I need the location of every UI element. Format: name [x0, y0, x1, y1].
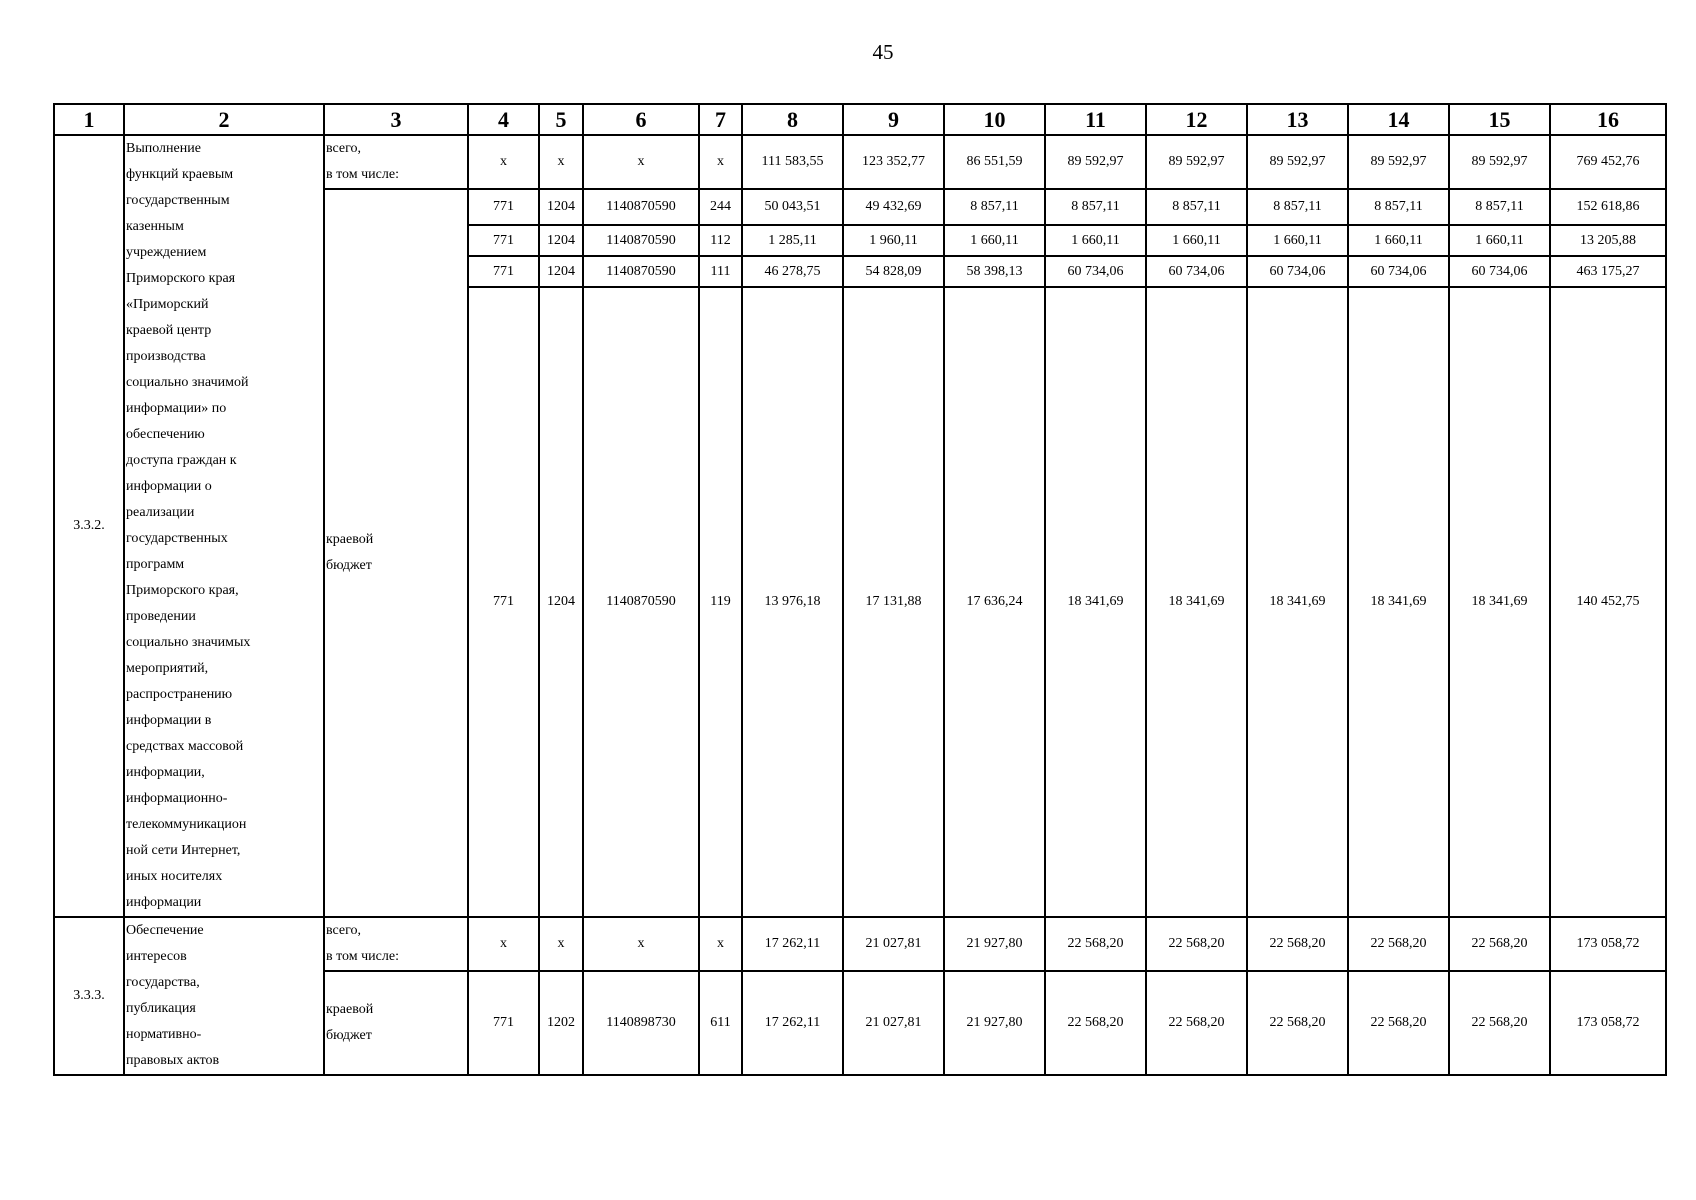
value-cell: 18 341,69 — [1045, 287, 1146, 917]
value-cell: 173 058,72 — [1550, 971, 1666, 1075]
value-cell: 8 857,11 — [1348, 189, 1449, 225]
value-cell: 1 285,11 — [742, 225, 843, 256]
value-cell: 18 341,69 — [1247, 287, 1348, 917]
table-row — [54, 917, 1666, 971]
value-cell: 22 568,20 — [1045, 971, 1146, 1075]
row-index: 3.3.3. — [54, 917, 124, 1075]
funding-source: краевой бюджет — [324, 189, 468, 917]
value-cell: 22 568,20 — [1348, 971, 1449, 1075]
code-cell: х — [583, 917, 699, 971]
value-cell: 1 660,11 — [1045, 225, 1146, 256]
code-cell: 119 — [699, 287, 742, 917]
funding-source: краевой бюджет — [324, 971, 468, 1075]
value-cell: 123 352,77 — [843, 135, 944, 189]
value-cell: 89 592,97 — [1449, 135, 1550, 189]
column-header: 9 — [843, 104, 944, 135]
code-cell: х — [539, 917, 583, 971]
code-cell: х — [583, 135, 699, 189]
page-number: 45 — [872, 40, 894, 64]
value-cell: 1 960,11 — [843, 225, 944, 256]
code-cell: 1204 — [539, 225, 583, 256]
value-cell: 18 341,69 — [1449, 287, 1550, 917]
value-cell: 18 341,69 — [1146, 287, 1247, 917]
value-cell: 111 583,55 — [742, 135, 843, 189]
code-cell: 771 — [468, 189, 539, 225]
code-cell: 1204 — [539, 189, 583, 225]
value-cell: 463 175,27 — [1550, 256, 1666, 287]
value-cell: 60 734,06 — [1045, 256, 1146, 287]
value-cell: 86 551,59 — [944, 135, 1045, 189]
column-header: 10 — [944, 104, 1045, 135]
code-cell: 1140870590 — [583, 256, 699, 287]
code-cell: 1140870590 — [583, 189, 699, 225]
code-cell: 1140870590 — [583, 287, 699, 917]
column-header: 15 — [1449, 104, 1550, 135]
value-cell: 140 452,75 — [1550, 287, 1666, 917]
table-row — [54, 135, 1666, 189]
value-cell: 8 857,11 — [1045, 189, 1146, 225]
value-cell: 54 828,09 — [843, 256, 944, 287]
value-cell: 60 734,06 — [1348, 256, 1449, 287]
column-header: 12 — [1146, 104, 1247, 135]
column-header: 6 — [583, 104, 699, 135]
code-cell: 244 — [699, 189, 742, 225]
column-header: 2 — [124, 104, 324, 135]
column-header: 1 — [54, 104, 124, 135]
value-cell: 89 592,97 — [1146, 135, 1247, 189]
code-cell: 1140870590 — [583, 225, 699, 256]
column-header: 16 — [1550, 104, 1666, 135]
column-header: 14 — [1348, 104, 1449, 135]
value-cell: 17 636,24 — [944, 287, 1045, 917]
value-cell: 60 734,06 — [1449, 256, 1550, 287]
value-cell: 1 660,11 — [944, 225, 1045, 256]
value-cell: 8 857,11 — [1449, 189, 1550, 225]
value-cell: 21 027,81 — [843, 917, 944, 971]
column-header: 5 — [539, 104, 583, 135]
value-cell: 89 592,97 — [1348, 135, 1449, 189]
value-cell: 21 927,80 — [944, 971, 1045, 1075]
value-cell: 1 660,11 — [1348, 225, 1449, 256]
value-cell: 8 857,11 — [944, 189, 1045, 225]
value-cell: 21 027,81 — [843, 971, 944, 1075]
value-cell: 17 262,11 — [742, 971, 843, 1075]
value-cell: 58 398,13 — [944, 256, 1045, 287]
column-header: 13 — [1247, 104, 1348, 135]
value-cell: 22 568,20 — [1045, 917, 1146, 971]
value-cell: 769 452,76 — [1550, 135, 1666, 189]
code-cell: 611 — [699, 971, 742, 1075]
column-header: 4 — [468, 104, 539, 135]
row-description: Выполнение функций краевым государственным казенным учреждением Приморского края «Приморский краевой центр производства социально значимой информации» по обеспечению доступа граждан к информации о реализации государственных программ Приморского края, проведении социально значимых мероприятий, распространению информации в средствах массовой информации, информационно- телекоммуникацион ной сети Интернет, иных носителях информации — [124, 135, 324, 917]
column-header: 8 — [742, 104, 843, 135]
value-cell: 17 131,88 — [843, 287, 944, 917]
code-cell: х — [539, 135, 583, 189]
code-cell: х — [699, 135, 742, 189]
value-cell: 21 927,80 — [944, 917, 1045, 971]
value-cell: 173 058,72 — [1550, 917, 1666, 971]
code-cell: 112 — [699, 225, 742, 256]
funding-source: всего, в том числе: — [324, 135, 468, 189]
code-cell: 1204 — [539, 287, 583, 917]
funding-source: всего, в том числе: — [324, 917, 468, 971]
value-cell: 22 568,20 — [1449, 971, 1550, 1075]
value-cell: 50 043,51 — [742, 189, 843, 225]
value-cell: 152 618,86 — [1550, 189, 1666, 225]
value-cell: 22 568,20 — [1146, 917, 1247, 971]
code-cell: 771 — [468, 971, 539, 1075]
code-cell: 771 — [468, 225, 539, 256]
value-cell: 22 568,20 — [1247, 971, 1348, 1075]
value-cell: 17 262,11 — [742, 917, 843, 971]
value-cell: 13 205,88 — [1550, 225, 1666, 256]
value-cell: 1 660,11 — [1449, 225, 1550, 256]
code-cell: 771 — [468, 256, 539, 287]
value-cell: 8 857,11 — [1247, 189, 1348, 225]
value-cell: 22 568,20 — [1348, 917, 1449, 971]
code-cell: х — [699, 917, 742, 971]
header-row — [54, 104, 1666, 135]
code-cell: х — [468, 917, 539, 971]
code-cell: 1140898730 — [583, 971, 699, 1075]
value-cell: 60 734,06 — [1146, 256, 1247, 287]
value-cell: 1 660,11 — [1247, 225, 1348, 256]
row-description: Обеспечение интересов государства, публикация нормативно- правовых актов — [124, 917, 324, 1075]
value-cell: 22 568,20 — [1146, 971, 1247, 1075]
column-header: 11 — [1045, 104, 1146, 135]
value-cell: 13 976,18 — [742, 287, 843, 917]
code-cell: 1204 — [539, 256, 583, 287]
value-cell: 60 734,06 — [1247, 256, 1348, 287]
value-cell: 46 278,75 — [742, 256, 843, 287]
budget-table — [53, 103, 1667, 1076]
value-cell: 89 592,97 — [1247, 135, 1348, 189]
value-cell: 22 568,20 — [1247, 917, 1348, 971]
value-cell: 89 592,97 — [1045, 135, 1146, 189]
code-cell: 1202 — [539, 971, 583, 1075]
value-cell: 8 857,11 — [1146, 189, 1247, 225]
value-cell: 1 660,11 — [1146, 225, 1247, 256]
code-cell: 771 — [468, 287, 539, 917]
row-index: 3.3.2. — [54, 135, 124, 917]
value-cell: 49 432,69 — [843, 189, 944, 225]
column-header: 3 — [324, 104, 468, 135]
value-cell: 22 568,20 — [1449, 917, 1550, 971]
column-header: 7 — [699, 104, 742, 135]
code-cell: 111 — [699, 256, 742, 287]
value-cell: 18 341,69 — [1348, 287, 1449, 917]
code-cell: х — [468, 135, 539, 189]
